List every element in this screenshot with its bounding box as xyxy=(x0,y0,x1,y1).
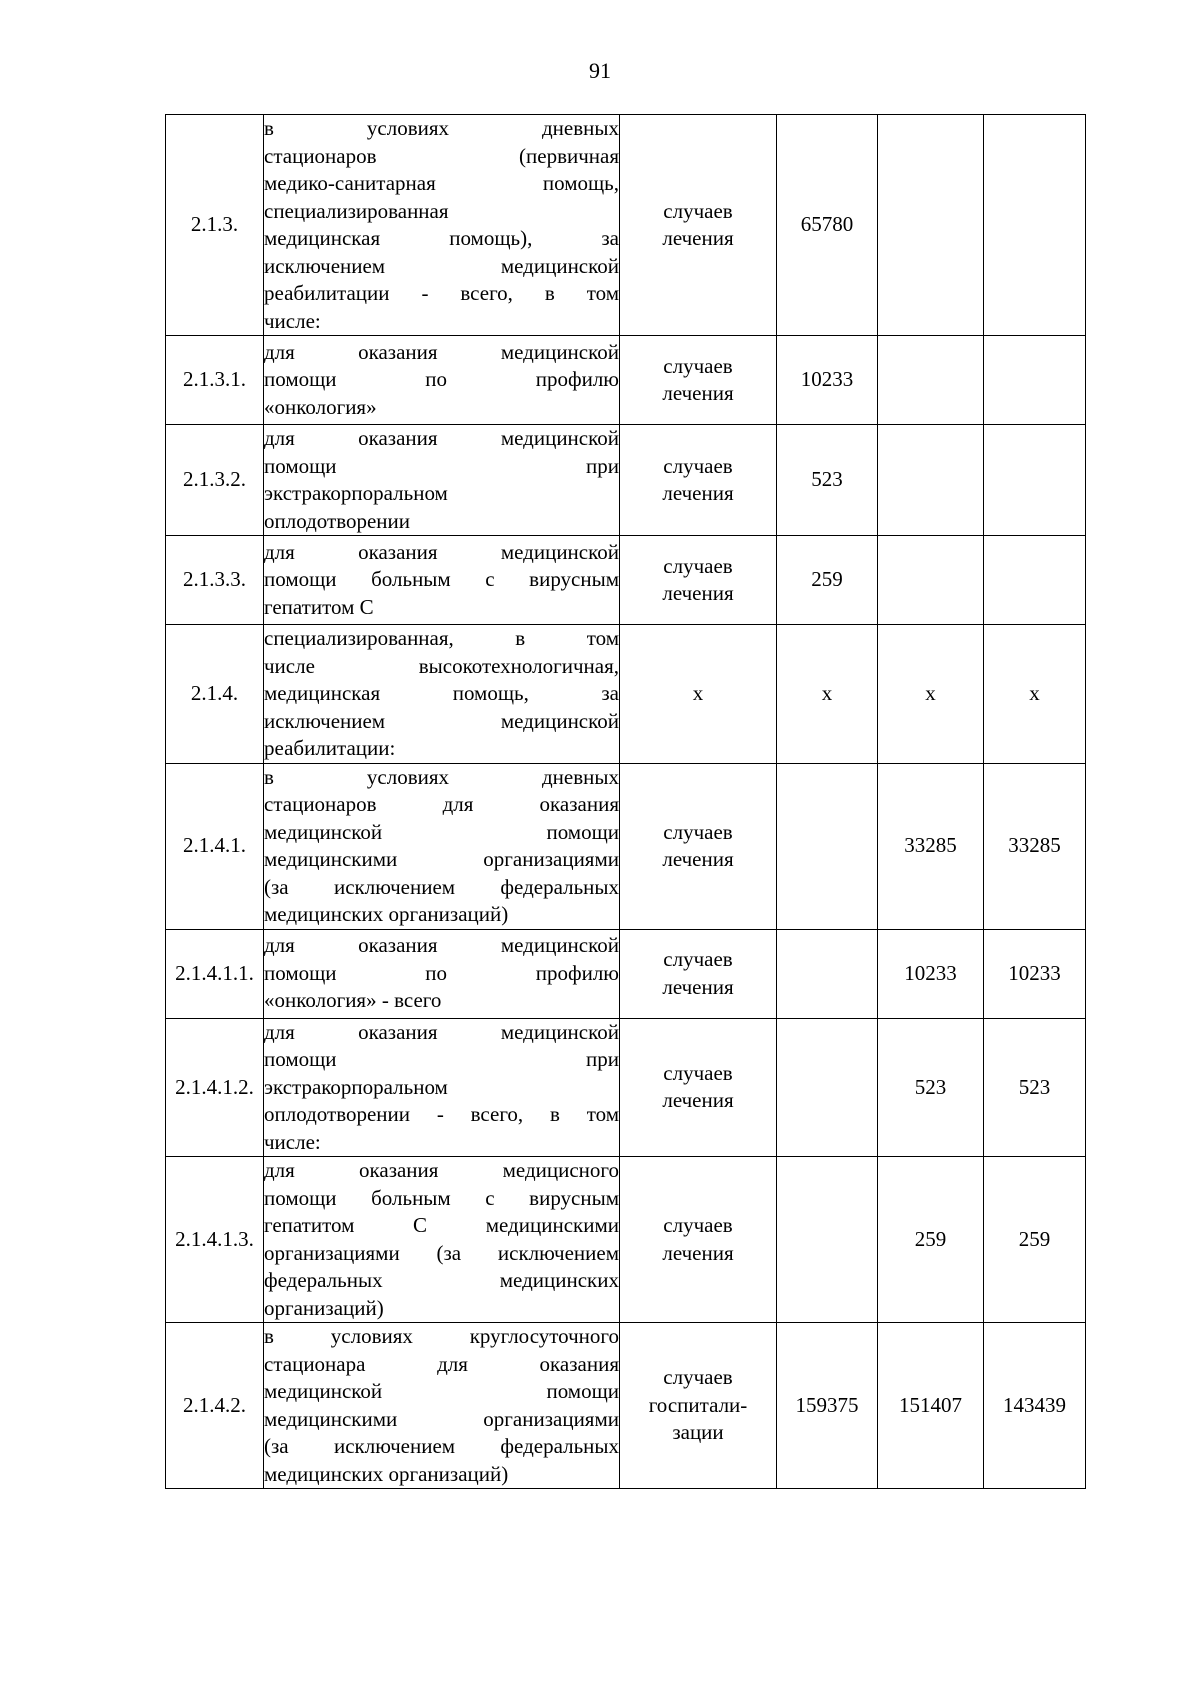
row-value-1: 259 xyxy=(777,536,878,625)
description-line: специализированная xyxy=(264,198,449,223)
row-description xyxy=(264,929,620,1018)
unit-line: случаев xyxy=(663,553,733,578)
description-line: для оказания медицинской xyxy=(264,539,619,564)
row-value-3: 10233 xyxy=(984,929,1086,1018)
row-value-3 xyxy=(984,115,1086,336)
description-line: исключением медицинской xyxy=(264,253,619,278)
description-line: гепатитом С медицинскими xyxy=(264,1213,619,1237)
row-description xyxy=(264,1157,620,1323)
row-unit xyxy=(620,929,777,1018)
description-line: исключением медицинской xyxy=(264,708,619,733)
description-line: (за исключением федеральных xyxy=(264,874,619,899)
unit-line: случаев xyxy=(663,453,733,478)
description-line: помощи больным с вирусным xyxy=(264,1185,619,1210)
description-line: экстракорпоральном xyxy=(264,481,448,505)
description-line: числе высокотехнологичная, xyxy=(264,653,619,678)
description-line: для оказания медицинской xyxy=(264,933,619,958)
row-value-1: 159375 xyxy=(777,1323,878,1489)
description-line: «онкология» - всего xyxy=(264,988,442,1013)
row-value-2: 10233 xyxy=(878,929,984,1018)
row-value-1 xyxy=(777,1018,878,1157)
row-value-3 xyxy=(984,536,1086,625)
table-row xyxy=(166,763,1086,929)
unit-line: случаев xyxy=(663,353,733,378)
description-line: медицинскими организациями xyxy=(264,1406,619,1431)
description-line: медицинских организаций) xyxy=(264,902,509,926)
row-description xyxy=(264,625,620,764)
table-row xyxy=(166,336,1086,425)
unit-line: случаев xyxy=(663,947,733,971)
row-value-3: 259 xyxy=(984,1157,1086,1323)
table-body xyxy=(166,115,1086,1489)
description-line: организаций) xyxy=(264,1295,384,1320)
row-unit xyxy=(620,425,777,536)
row-value-1: 10233 xyxy=(777,336,878,425)
table-row xyxy=(166,425,1086,536)
description-line: стационара для оказания xyxy=(264,1351,619,1376)
description-line: для оказания медицинской xyxy=(264,426,619,450)
row-number: 2.1.3. xyxy=(166,115,264,336)
unit-line: х xyxy=(692,681,704,705)
description-line: реабилитации: xyxy=(264,736,396,760)
row-unit xyxy=(620,1018,777,1157)
table-row xyxy=(166,1157,1086,1323)
description-line: числе: xyxy=(264,1129,321,1154)
table-row xyxy=(166,536,1086,625)
description-line: помощи больным с вирусным xyxy=(264,567,619,592)
data-table xyxy=(165,114,1086,1489)
table-row xyxy=(166,929,1086,1018)
row-description xyxy=(264,115,620,336)
row-unit xyxy=(620,336,777,425)
unit-line: случаев xyxy=(663,1060,733,1085)
row-number: 2.1.4.1.3. xyxy=(166,1157,264,1323)
description-line: медицинская помощь, за xyxy=(264,681,619,705)
row-value-3: 33285 xyxy=(984,763,1086,929)
row-value-2: 523 xyxy=(878,1018,984,1157)
row-unit xyxy=(620,763,777,929)
description-line: в условиях дневных xyxy=(264,116,619,140)
description-line: стационаров (первичная xyxy=(264,143,619,168)
row-description xyxy=(264,536,620,625)
row-unit xyxy=(620,536,777,625)
description-line: в условиях дневных xyxy=(264,764,619,789)
row-description xyxy=(264,1018,620,1157)
row-description xyxy=(264,1323,620,1489)
row-description xyxy=(264,763,620,929)
unit-line: случаев xyxy=(663,819,733,844)
description-line: помощи при xyxy=(264,453,619,478)
row-value-2 xyxy=(878,536,984,625)
row-value-3 xyxy=(984,336,1086,425)
description-line: медицинская помощь), за xyxy=(264,226,619,250)
table-row xyxy=(166,115,1086,336)
table-row xyxy=(166,1323,1086,1489)
row-number: 2.1.4.1.2. xyxy=(166,1018,264,1157)
description-line: помощи при xyxy=(264,1047,619,1071)
row-unit xyxy=(620,115,777,336)
unit-line: лечения xyxy=(662,847,734,871)
description-line: в условиях круглосуточного xyxy=(264,1324,619,1348)
row-number: 2.1.4.1.1. xyxy=(166,929,264,1018)
description-line: для оказания медицисного xyxy=(264,1158,619,1182)
row-unit xyxy=(620,1323,777,1489)
row-number: 2.1.3.2. xyxy=(166,425,264,536)
row-value-1: х xyxy=(777,625,878,764)
row-value-2: 151407 xyxy=(878,1323,984,1489)
row-number: 2.1.4.2. xyxy=(166,1323,264,1489)
table-row xyxy=(166,1018,1086,1157)
description-line: медицинскими организациями xyxy=(264,847,619,871)
row-value-2 xyxy=(878,115,984,336)
unit-line: лечения xyxy=(662,974,734,999)
description-line: помощи по профилю xyxy=(264,960,619,985)
unit-line: лечения xyxy=(662,481,734,505)
description-line: медико-санитарная помощь, xyxy=(264,171,619,195)
description-line: организациями (за исключением xyxy=(264,1240,619,1265)
unit-line: лечения xyxy=(662,226,734,250)
row-value-2: 33285 xyxy=(878,763,984,929)
unit-line: случаев xyxy=(663,1213,733,1237)
row-value-1 xyxy=(777,763,878,929)
description-line: (за исключением федеральных xyxy=(264,1434,619,1458)
description-line: медицинской помощи xyxy=(264,819,619,844)
unit-line: лечения xyxy=(662,1088,734,1113)
description-line: для оказания медицинской xyxy=(264,1019,619,1044)
description-line: стационаров для оказания xyxy=(264,792,619,816)
description-line: помощи по профилю xyxy=(264,367,619,392)
row-value-2 xyxy=(878,425,984,536)
description-line: для оказания медицинской xyxy=(264,339,619,364)
row-value-1: 523 xyxy=(777,425,878,536)
row-value-3: 143439 xyxy=(984,1323,1086,1489)
row-description xyxy=(264,425,620,536)
unit-line: случаев xyxy=(663,198,733,223)
row-value-3: х xyxy=(984,625,1086,764)
description-line: оплодотворении - всего, в том xyxy=(264,1102,619,1126)
unit-line: госпитали- xyxy=(648,1392,748,1417)
page-number: 91 xyxy=(589,58,611,83)
description-line: «онкология» xyxy=(264,394,377,419)
row-value-1: 65780 xyxy=(777,115,878,336)
description-line: реабилитации - всего, в том xyxy=(264,281,619,305)
description-line: оплодотворении xyxy=(264,508,411,533)
unit-line: лечения xyxy=(662,581,734,605)
row-value-1 xyxy=(777,929,878,1018)
row-value-1 xyxy=(777,1157,878,1323)
unit-line: зации xyxy=(672,1420,724,1445)
table-row xyxy=(166,625,1086,764)
row-number: 2.1.3.1. xyxy=(166,336,264,425)
description-line: специализированная, в том xyxy=(264,626,619,650)
row-value-2: 259 xyxy=(878,1157,984,1323)
description-line: медицинской помощи xyxy=(264,1379,619,1403)
row-unit xyxy=(620,625,777,764)
row-value-2 xyxy=(878,336,984,425)
row-value-2: х xyxy=(878,625,984,764)
description-line: числе: xyxy=(264,308,321,333)
unit-line: случаев xyxy=(663,1365,733,1390)
row-number: 2.1.3.3. xyxy=(166,536,264,625)
row-value-3: 523 xyxy=(984,1018,1086,1157)
unit-line: лечения xyxy=(662,1240,734,1265)
row-value-3 xyxy=(984,425,1086,536)
description-line: экстракорпоральном xyxy=(264,1074,448,1099)
row-number: 2.1.4.1. xyxy=(166,763,264,929)
description-line: гепатитом С xyxy=(264,594,374,619)
row-unit xyxy=(620,1157,777,1323)
unit-line: лечения xyxy=(662,381,734,405)
description-line: медицинских организаций) xyxy=(264,1461,509,1486)
row-number: 2.1.4. xyxy=(166,625,264,764)
row-description xyxy=(264,336,620,425)
description-line: федеральных медицинских xyxy=(264,1268,619,1292)
